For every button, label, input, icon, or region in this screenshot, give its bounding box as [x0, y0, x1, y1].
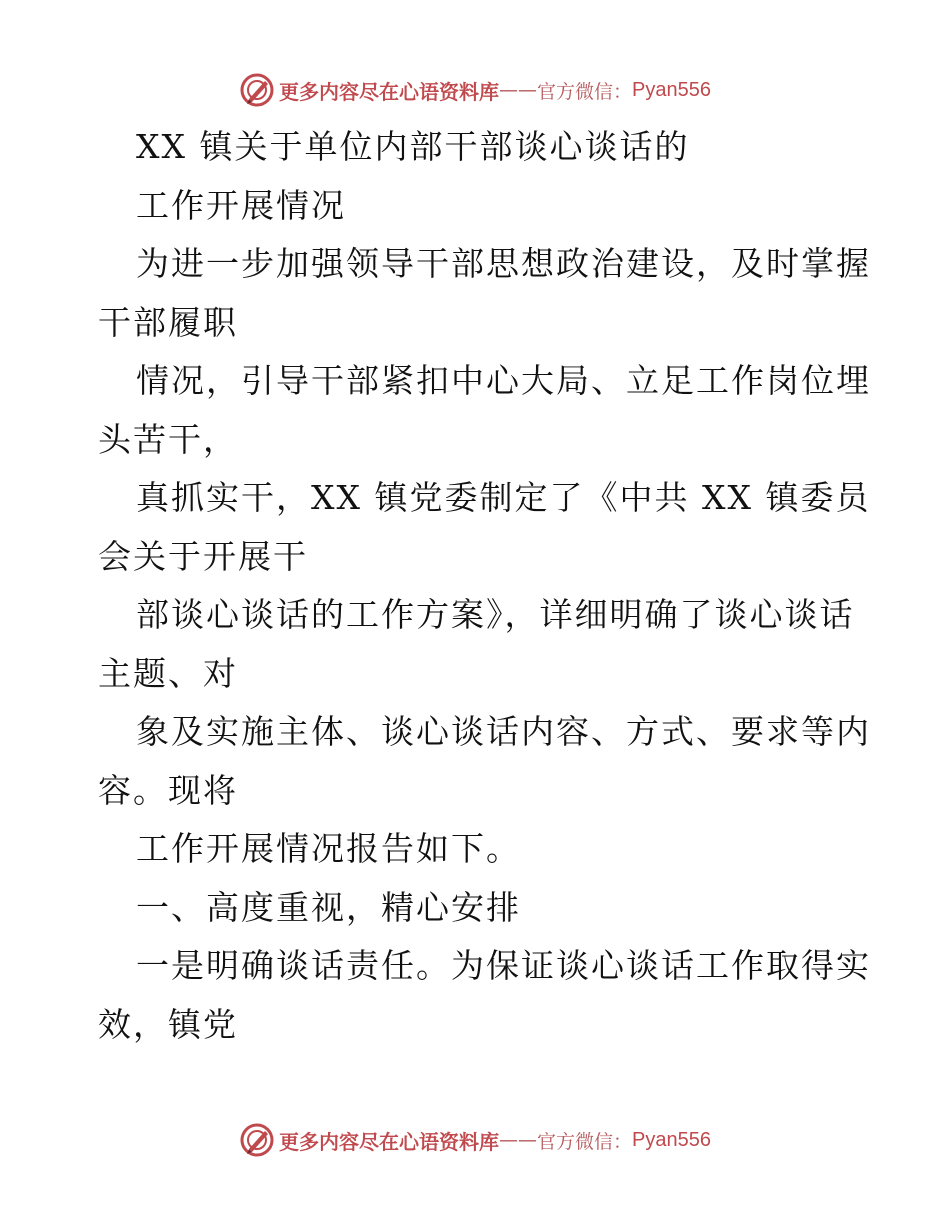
document-body	[98, 118, 871, 1054]
doc-line: 一是明确谈话责任。为保证谈心谈话工作取得实	[136, 946, 871, 985]
pen-logo-icon	[239, 72, 275, 108]
doc-line: 为进一步加强领导干部思想政治建设，及时掌握	[136, 244, 871, 283]
doc-line: 工作开展情况报告如下。	[136, 829, 521, 868]
banner-wechat-label: 官方微信：	[537, 1130, 633, 1153]
pen-logo-icon	[239, 1122, 275, 1158]
doc-title-line-1: XX 镇关于单位内部干部谈心谈话的	[136, 127, 690, 166]
doc-title-line-2: 工作开展情况	[136, 185, 346, 225]
section-heading: 一、高度重视，精心安排	[136, 887, 521, 927]
footer-banner	[0, 1118, 950, 1162]
doc-line: 真抓实干，XX 镇党委制定了《中共 XX 镇委员	[136, 478, 871, 517]
banner-dash: ——	[499, 1129, 537, 1151]
doc-line: 头苦干，	[98, 419, 238, 459]
header-banner	[0, 68, 950, 112]
doc-line: 主题、对	[98, 653, 238, 693]
banner-slogan: 更多内容尽在心语资料库	[279, 79, 499, 104]
banner-slogan: 更多内容尽在心语资料库	[279, 1129, 499, 1154]
doc-line: 干部履职	[98, 302, 238, 342]
banner-dash: ——	[499, 79, 537, 101]
banner-wechat-id: Pyan556	[632, 1128, 711, 1151]
doc-line: 象及实施主体、谈心谈话内容、方式、要求等内	[136, 712, 871, 751]
doc-line: 容。现将	[98, 770, 238, 810]
banner-wechat-label: 官方微信：	[537, 80, 633, 103]
doc-line: 情况，引导干部紧扣中心大局、立足工作岗位埋	[136, 361, 871, 400]
doc-line: 效，镇党	[98, 1004, 238, 1044]
banner-wechat-id: Pyan556	[632, 78, 711, 101]
doc-line: 部谈心谈话的工作方案》，详细明确了谈心谈话	[136, 595, 855, 634]
doc-line: 会关于开展干	[98, 536, 308, 576]
